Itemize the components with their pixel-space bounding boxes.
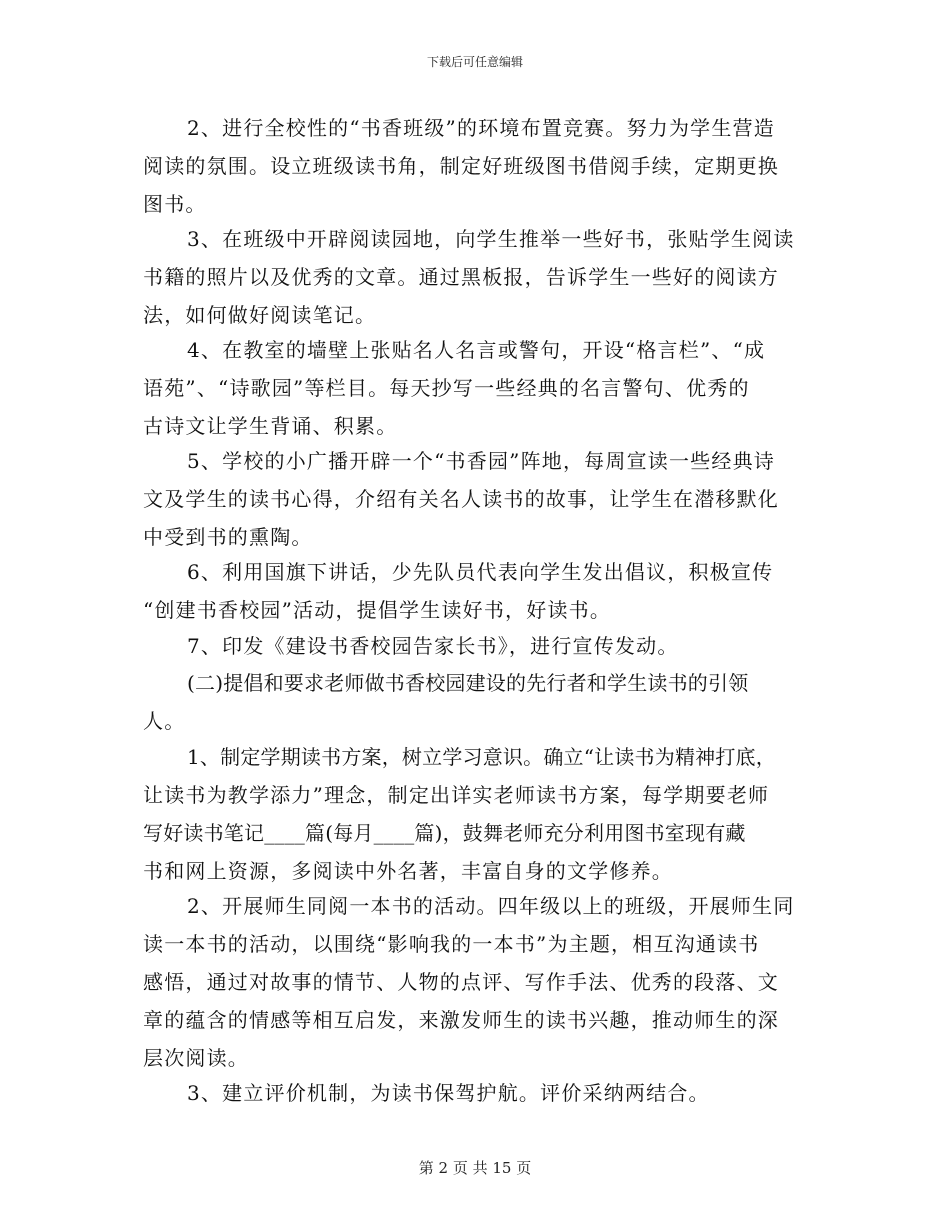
paragraph-item-1-reading-plan xyxy=(143,738,833,890)
text-line: 1、制定学期读书方案，树立学习意识。确立“让读书为精神打底， xyxy=(187,745,776,769)
text-line: 写好读书笔记____篇(每月____篇)，鼓舞老师充分利用图书室现有藏 xyxy=(143,821,746,845)
text-line: 4、在教室的墙壁上张贴名人名言或警句，开设“格言栏”、“成 xyxy=(187,338,766,362)
text-line: 5、学校的小广播开辟一个“书香园”阵地，每周宣读一些经典诗 xyxy=(187,449,775,473)
text-line: 语苑”、“诗歌园”等栏目。每天抄写一些经典的名言警句、优秀的 xyxy=(143,376,750,400)
text-line: 3、在班级中开辟阅读园地，向学生推举一些好书，张贴学生阅读 xyxy=(187,227,795,251)
text-line: 让读书为教学添力”理念，制定出详实老师读书方案，每学期要老师 xyxy=(143,783,770,807)
text-line: 文及学生的读书心得，介绍有关名人读书的故事，让学生在潜移默化 xyxy=(143,487,779,511)
paragraph-item-5-broadcast xyxy=(143,442,833,556)
text-line: 人。 xyxy=(143,709,186,733)
text-line: 章的蕴含的情感等相互启发，来激发师生的读书兴趣，推动师生的深 xyxy=(143,1008,779,1032)
text-line: 书籍的照片以及优秀的文章。通过黑板报，告诉学生一些好的阅读方 xyxy=(143,265,779,289)
text-line: 2、开展师生同阅一本书的活动。四年级以上的班级，开展师生同 xyxy=(187,894,795,918)
text-line: 层次阅读。 xyxy=(143,1046,249,1070)
text-line: 书和网上资源，多阅读中外名著，丰富自身的文学修养。 xyxy=(143,859,673,883)
paragraph-item-4-wall-quotes xyxy=(143,331,833,445)
paragraph-item-2-environment xyxy=(143,109,833,223)
paragraph-item-7-parent-letter xyxy=(143,627,833,665)
paragraph-item-3-evaluation xyxy=(143,1074,833,1112)
paragraph-item-6-flag-speech xyxy=(143,553,833,629)
text-line: 7、印发《建设书香校园告家长书》，进行宣传发动。 xyxy=(187,634,679,658)
paragraph-item-2-shared-book xyxy=(143,887,833,1077)
paragraph-item-3-reading-garden xyxy=(143,220,833,334)
page-header: 下载后可任意编辑 xyxy=(426,55,523,69)
text-line: “创建书香校园”活动，提倡学生读好书，好读书。 xyxy=(143,598,612,622)
text-line: (二)提倡和要求老师做书香校园建设的先行者和学生读书的引领 xyxy=(187,671,749,695)
text-line: 图书。 xyxy=(143,192,207,216)
text-line: 阅读的氛围。设立班级读书角，制定好班级图书借阅手续，定期更换 xyxy=(143,154,779,178)
text-line: 3、建立评价机制，为读书保驾护航。评价采纳两结合。 xyxy=(187,1081,710,1105)
text-line: 6、利用国旗下讲话，少先队员代表向学生发出倡议，积极宣传 xyxy=(187,560,774,584)
text-line: 中受到书的熏陶。 xyxy=(143,525,313,549)
text-line: 感悟，通过对故事的情节、人物的点评、写作手法、优秀的段落、文 xyxy=(143,970,779,994)
text-line: 2、进行全校性的“书香班级”的环境布置竞赛。努力为学生营造 xyxy=(187,116,775,140)
page-footer: 第 2 页 共 15 页 xyxy=(418,1159,532,1177)
text-line: 古诗文让学生背诵、积累。 xyxy=(143,414,398,438)
paragraph-section-2-teachers xyxy=(143,664,833,740)
text-line: 读一本书的活动，以围绕“影响我的一本书”为主题，相互沟通读书 xyxy=(143,932,760,956)
text-line: 法，如何做好阅读笔记。 xyxy=(143,303,377,327)
